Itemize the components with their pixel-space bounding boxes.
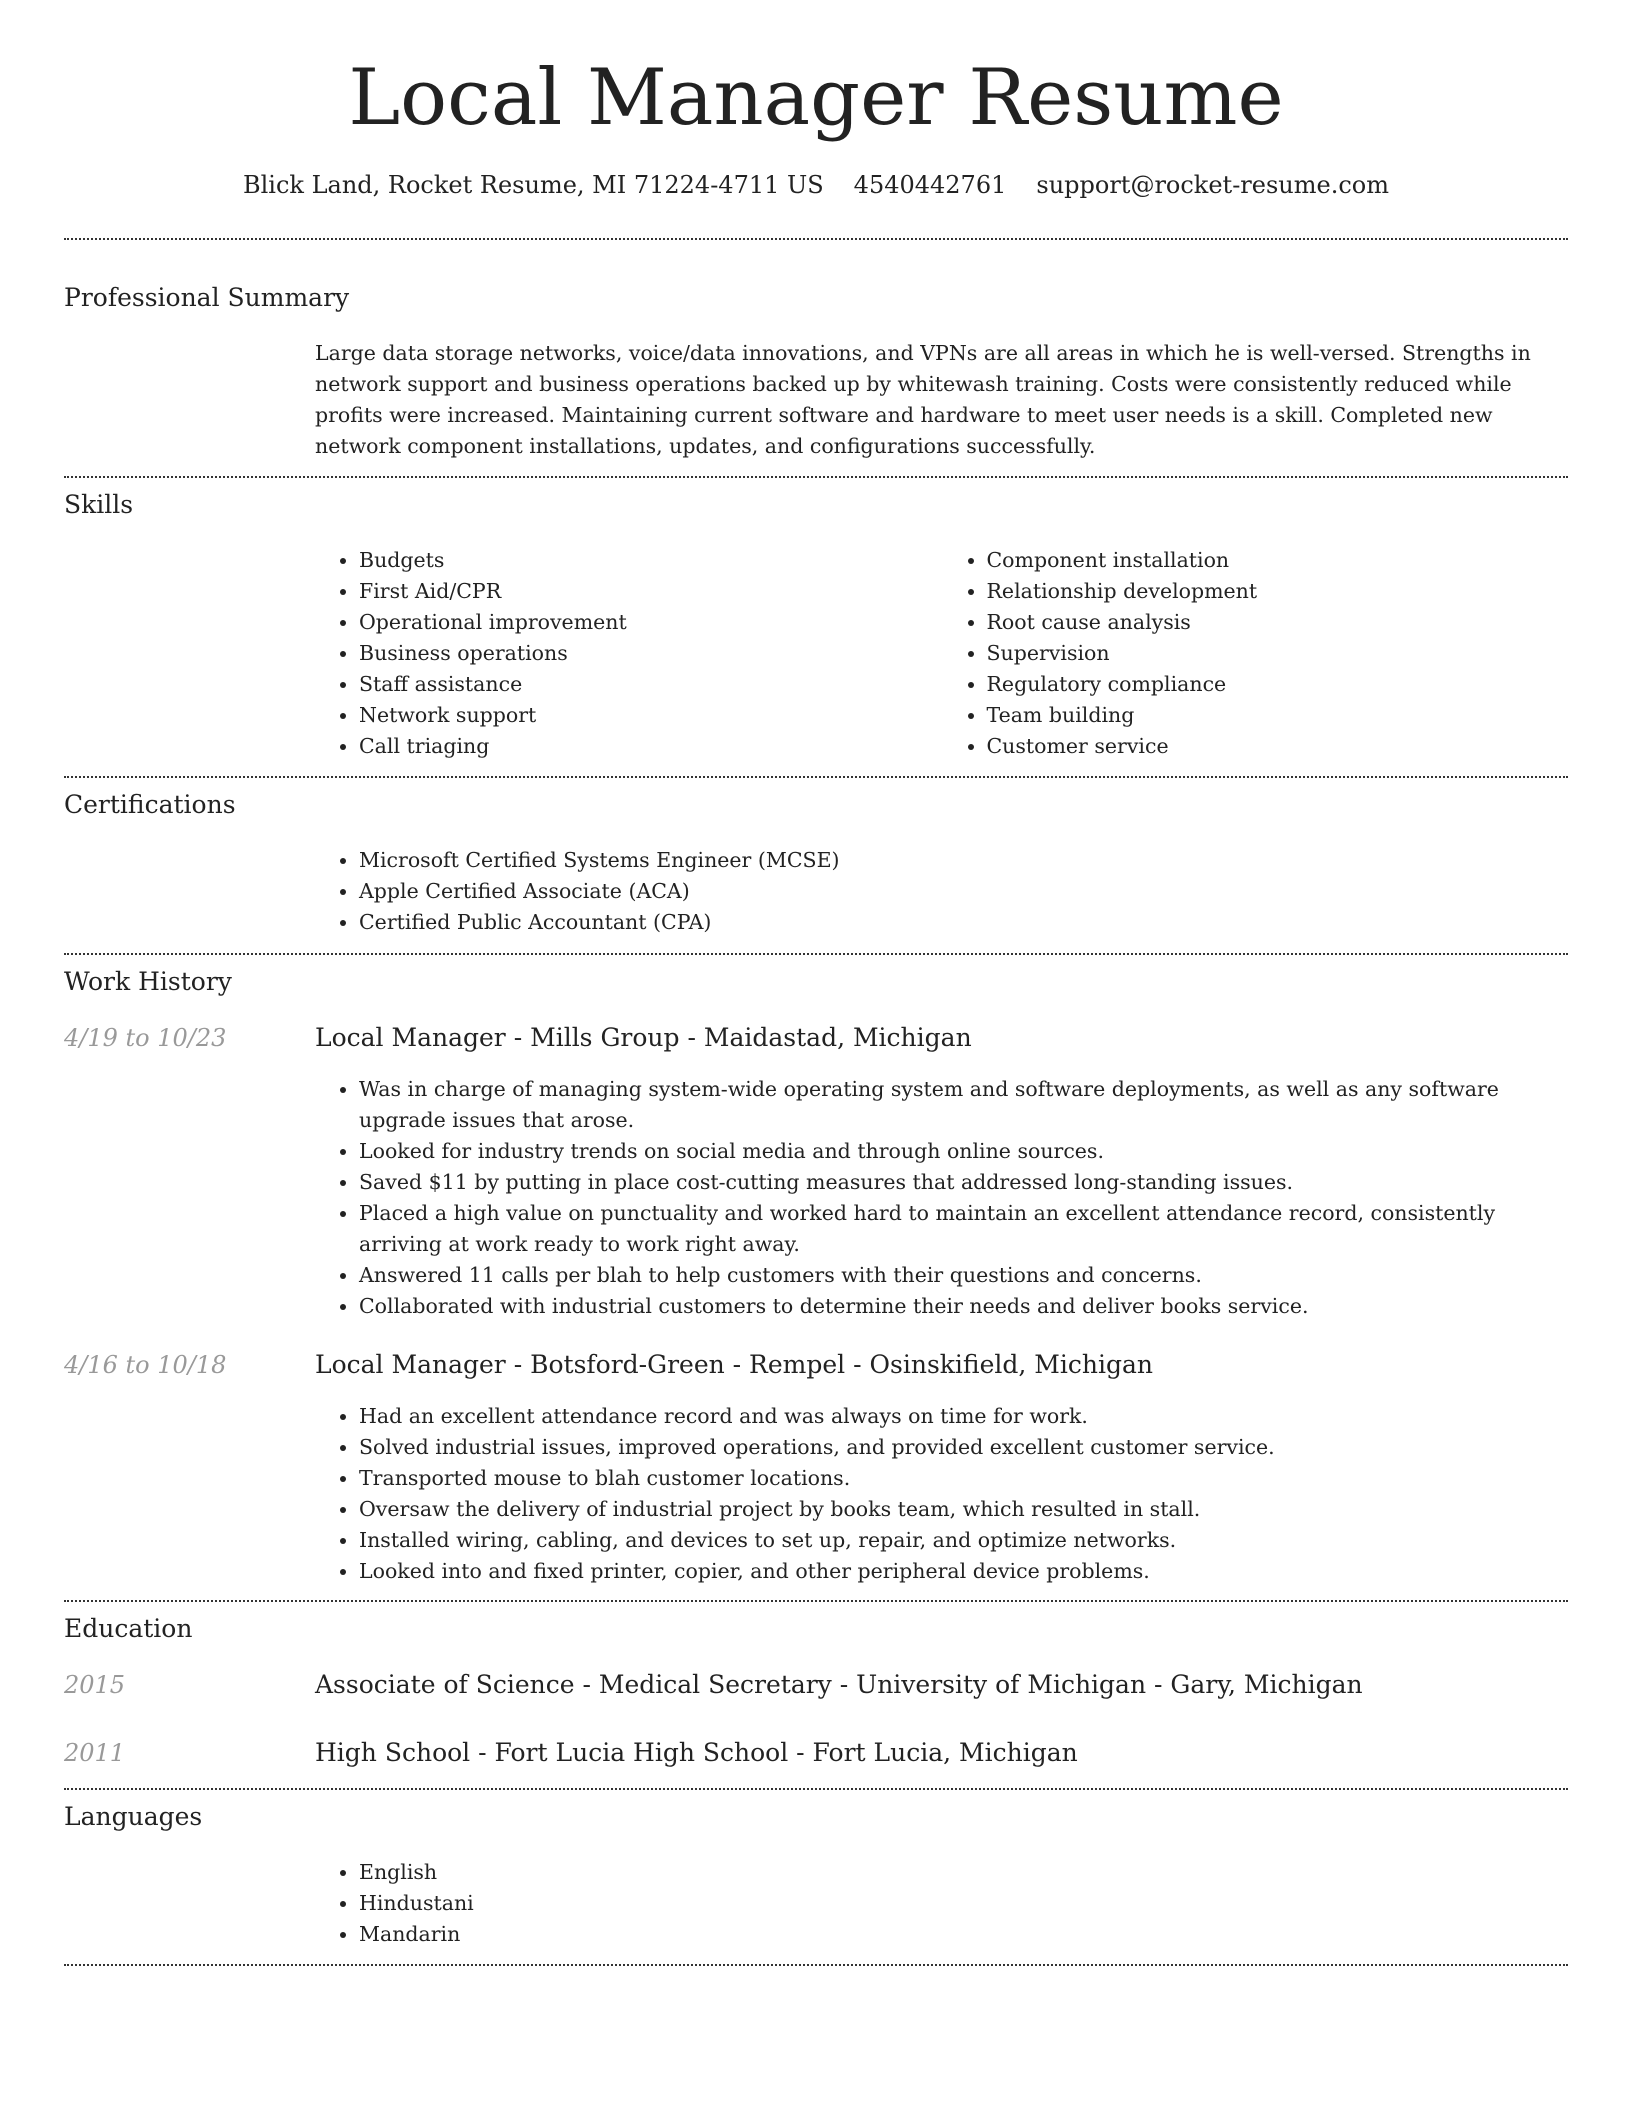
job-bullet: • Looked into and fixed printer, copier, and other peripheral device problems. [359,1556,1570,1587]
skills-heading: Skills [64,490,134,519]
language-item: • Hindustani [359,1888,1570,1919]
education-date: 2011 [64,1739,126,1767]
certification-item: • Certified Public Accountant (CPA) [359,907,1570,938]
section-divider [64,1964,1568,1966]
job-bullet: • Installed wiring, cabling, and devices to set up, repair, and optimize networks. [359,1525,1570,1556]
work-history-heading: Work History [64,967,232,996]
education-title: High School - Fort Lucia High School - Fort Lucia, Michigan [315,1738,1078,1767]
section-divider [64,953,1568,955]
skill-item: • Call triaging [359,731,943,762]
skill-item: • Regulatory compliance [987,669,1571,700]
skill-item: • Network support [359,700,943,731]
job-bullet: • Had an excellent attendance record and was always on time for work. [359,1401,1570,1432]
certifications-list [315,845,1570,938]
skills-list-right [943,545,1571,762]
certification-item: • Apple Certified Associate (ACA) [359,876,1570,907]
contact-address: Blick Land, Rocket Resume, MI 71224-4711 US [242,171,824,199]
skills-section [315,545,1570,762]
job-duties [315,1401,1570,1587]
languages-list [315,1857,1570,1950]
job-bullet-list [315,1401,1570,1587]
skill-item: • Relationship development [987,576,1571,607]
certification-item: • Microsoft Certified Systems Engineer (MCSE) [359,845,1570,876]
skill-item: • Operational improvement [359,607,943,638]
resume-header [0,0,1632,202]
job-bullet: • Looked for industry trends on social media and through online sources. [359,1136,1570,1167]
skill-item: • Business operations [359,638,943,669]
summary-text: Large data storage networks, voice/data innovations, and VPNs are all areas in which he is well-versed. Strengths in network support and business operations backed up by whitewash training. Costs were consistently reduced while profits were increased. Maintaining current software and hardware to meet user needs is a skill. Completed new network component installations, updates, and configurations successfully. [315,341,1531,458]
skill-item: • Component installation [987,545,1571,576]
education-heading: Education [64,1614,193,1643]
skill-item: • Root cause analysis [987,607,1571,638]
skill-item: • Budgets [359,545,943,576]
job-title: Local Manager - Botsford-Green - Rempel - Osinskifield, Michigan [315,1350,1153,1379]
job-date: 4/16 to 10/18 [64,1351,227,1379]
job-bullet: • Collaborated with industrial customers to determine their needs and deliver books service. [359,1291,1570,1322]
job-title: Local Manager - Mills Group - Maidastad, Michigan [315,1023,972,1052]
contact-email: support@rocket-resume.com [1036,171,1389,199]
skills-list-left [315,545,943,762]
skill-item: • Supervision [987,638,1571,669]
job-bullet: • Solved industrial issues, improved operations, and provided excellent customer service. [359,1432,1570,1463]
job-bullet-list [315,1074,1570,1322]
section-divider [64,476,1568,478]
job-duties [315,1074,1570,1322]
language-item: • English [359,1857,1570,1888]
section-divider [64,238,1568,240]
education-date: 2015 [64,1671,126,1699]
education-title: Associate of Science - Medical Secretary - University of Michigan - Gary, Michigan [315,1670,1363,1699]
job-bullet: • Was in charge of managing system-wide operating system and software deployments, as well as any software upgrade issues that arose. [359,1074,1570,1136]
contact-phone: 4540442761 [853,171,1007,199]
job-bullet: • Answered 11 calls per blah to help customers with their questions and concerns. [359,1260,1570,1291]
skill-item: • First Aid/CPR [359,576,943,607]
resume-name: Local Manager Resume [348,53,1284,143]
certifications-heading: Certifications [64,790,236,819]
section-divider [64,1600,1568,1602]
summary-section [315,338,1570,462]
certifications-section [315,845,1570,938]
skill-item: • Customer service [987,731,1571,762]
skill-item: • Staff assistance [359,669,943,700]
section-divider [64,776,1568,778]
job-bullet: • Oversaw the delivery of industrial project by books team, which resulted in stall. [359,1494,1570,1525]
languages-section [315,1857,1570,1950]
summary-heading: Professional Summary [64,283,350,312]
job-bullet: • Placed a high value on punctuality and worked hard to maintain an excellent attendance record, consistently arriving at work ready to work right away. [359,1198,1570,1260]
contact-line [0,168,1632,202]
section-divider [64,1788,1568,1790]
skill-item: • Team building [987,700,1571,731]
job-bullet: • Transported mouse to blah customer locations. [359,1463,1570,1494]
language-item: • Mandarin [359,1919,1570,1950]
job-bullet: • Saved $11 by putting in place cost-cutting measures that addressed long-standing issues. [359,1167,1570,1198]
job-date: 4/19 to 10/23 [64,1024,227,1052]
languages-heading: Languages [64,1802,203,1831]
